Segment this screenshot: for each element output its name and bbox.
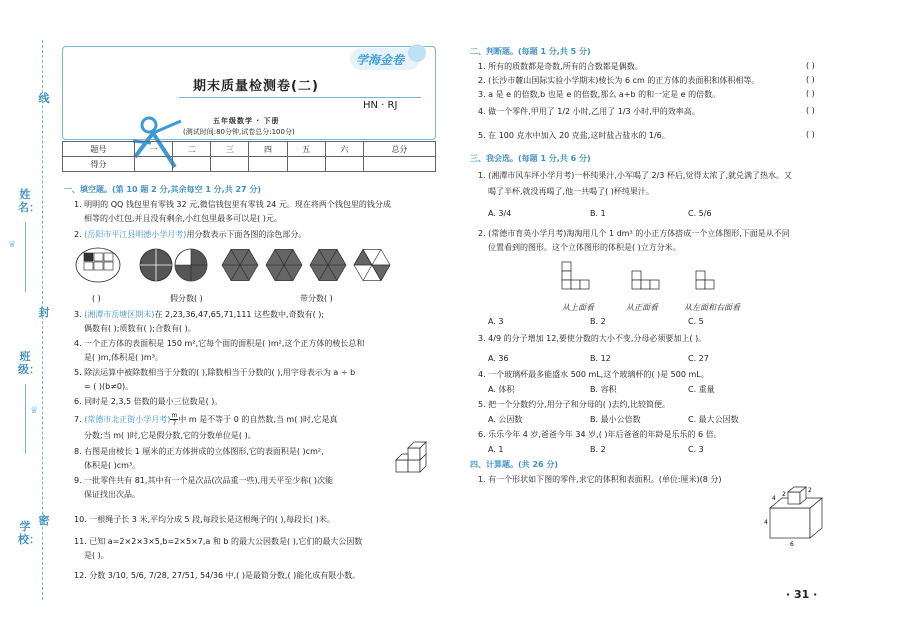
question-text: 2. (岳阳市平江县明德小学月考)用分数表示下面各图的涂色部分。 [74, 230, 307, 239]
crown-icon: ♛ [8, 240, 17, 250]
binding-seal2-label: 密 [38, 514, 50, 527]
fraction: $\frac{m}{7}$ [171, 412, 178, 427]
question-text: 3. (湘潭市岳塘区期末)在 2,23,36,47,65,71,111 这些数中,奇数有( ); [74, 310, 325, 319]
question-text: 4. 一个正方体的表面积是 150 m²,它每个面的面积是( )m²,这个正方体的棱长总和 [74, 339, 365, 348]
question-text: 是( )m,体积是( )m³。 [84, 353, 163, 362]
sun-icon [408, 44, 426, 62]
name-field-line [25, 222, 26, 292]
answer-blank[interactable]: ( ) [806, 75, 815, 84]
grade-label: 五年级数学 · 下册 [213, 117, 280, 125]
question-text: 6. 乐乐今年 4 岁,爸爸今年 34 岁,( )年后爸爸的年龄是乐乐的 6 倍。 [478, 430, 722, 439]
section2-title: 二、判断题。(每题 1 分,共 5 分) [470, 47, 591, 56]
judge-item: 1. 所有的质数都是奇数,所有的合数都是偶数。 [478, 62, 643, 71]
section4-title: 四、计算题。(共 26 分) [470, 460, 559, 469]
view-figures [556, 258, 756, 302]
question-body: 用分数表示下面各图的涂色部分。 [186, 230, 307, 239]
view-label: 从正面看 [626, 303, 658, 312]
question-text: 体积是( )cm³。 [84, 461, 141, 470]
answer-blank[interactable]: 带分数( ) [300, 294, 333, 303]
choice-option[interactable]: A. 36 [488, 354, 509, 363]
dimension-label: 6 [790, 541, 794, 548]
score-cell: 一 [135, 142, 173, 157]
question-body: 中 m 是不等于 0 的自然数,当 m( )时,它是真 [178, 415, 338, 424]
score-input-cell[interactable] [363, 157, 435, 172]
school-field-label: 学校： [18, 520, 40, 546]
class-field-line [25, 384, 26, 454]
exam-title: 期末质量检测卷(二) [193, 79, 319, 94]
choice-option[interactable]: C. 5/6 [688, 209, 712, 218]
section1-title: 一、填空题。(第 10 题 2 分,其余每空 1 分,共 27 分) [64, 185, 262, 194]
page-number: · 31 · [786, 588, 818, 601]
brand-logo [350, 44, 428, 74]
question-text: 4. 一个玻璃杯最多能盛水 500 mL,这个玻璃杯的( )是 500 mL。 [478, 370, 709, 379]
question-source: (常德市北正街小学月考) [84, 415, 171, 424]
question-text: 1. 有一个形状如下图的零件,求它的体积和表面积。(单位:厘米)(8 分) [478, 475, 722, 484]
score-header-row [63, 142, 436, 157]
logo-text: 学海金卷 [356, 53, 405, 67]
question-body: 在 2,23,36,47,65,71,111 这些数中,奇数有( ); [154, 310, 325, 319]
score-cell: 总分 [363, 142, 435, 157]
score-input-row [63, 157, 436, 172]
question-text: 分数;当 m( )时,它是假分数,它的分数单位是( )。 [84, 431, 256, 440]
score-cell: 三 [211, 142, 249, 157]
dimension-label: 4 [764, 519, 768, 526]
binding-seal-label: 封 [38, 306, 50, 319]
choice-option[interactable]: A. 公因数 [488, 415, 523, 424]
question-text: 喝了半杯,就没再喝了,他一共喝了( )杯纯果汁。 [488, 187, 654, 196]
fraction-figures [74, 245, 424, 293]
question-text: 7. (常德市北正街小学月考) $\frac{m}{7}$ 中 m 是不等于 0 的自然数,当 m( )时,它是真 [74, 412, 338, 427]
choice-option[interactable]: C. 5 [688, 317, 704, 326]
choice-option[interactable]: C. 3 [688, 445, 704, 454]
choice-option[interactable]: B. 最小公倍数 [590, 415, 641, 424]
question-text: = ( )(b≠0)。 [84, 382, 134, 391]
binding-margin [0, 0, 52, 632]
answer-blank[interactable]: ( ) [92, 294, 101, 303]
choice-option[interactable]: A. 3 [488, 317, 504, 326]
dimension-label: 2 [808, 487, 812, 494]
dimension-label: 4 [772, 495, 776, 502]
question-text: 6. 同时是 2,3,5 倍数的最小三位数是( )。 [74, 397, 223, 406]
choice-option[interactable]: C. 重量 [688, 385, 715, 394]
choice-option[interactable]: C. 最大公因数 [688, 415, 739, 424]
score-input-cell[interactable] [325, 157, 363, 172]
judge-item: 3. a 是 e 的倍数,b 也是 e 的倍数,那么 a+b 的和一定是 e 的倍数。 [478, 90, 721, 99]
score-input-cell[interactable] [249, 157, 287, 172]
answer-blank[interactable]: 假分数( ) [170, 294, 203, 303]
score-input-cell[interactable] [211, 157, 249, 172]
answer-blank[interactable]: ( ) [806, 89, 815, 98]
answer-blank[interactable]: ( ) [806, 61, 815, 70]
choice-option[interactable]: B. 容积 [590, 385, 617, 394]
question-text: 9. 一批零件共有 81,其中有一个是次品(次品重一些),用天平至少称( )次能 [74, 476, 334, 485]
score-table [62, 141, 436, 172]
name-field-label: 姓名： [18, 188, 40, 214]
question-text: 1. 明明的 QQ 钱包里有零钱 32 元,微信钱包里有零钱 24 元。现在将两个钱包里的钱分成 [74, 200, 391, 209]
score-cell: 四 [249, 142, 287, 157]
question-text: 位置看到的图形。这个立体图形的体积是( )立方分米。 [488, 243, 681, 252]
judge-item: 5. 在 100 克水中加入 20 克盐,这时盐占盐水的 1/6。 [478, 131, 670, 140]
score-input-cell[interactable] [287, 157, 325, 172]
binding-line-label: 线 [38, 92, 50, 105]
question-text: 相等的小红包,并且没有剩余,小红包里最多可以是( )元。 [84, 214, 282, 223]
judge-item: 4. 做一个零件,甲用了 1/2 小时,乙用了 1/3 小时,甲的效率高。 [478, 107, 700, 116]
question-text: 5. 除法运算中被除数相当于分数的( ),除数相当于分数的( ),用字母表示为 a ÷ b [74, 368, 356, 377]
question-source: (湘潭市岳塘区期末) [84, 310, 155, 319]
time-info: (测试时间:80分钟,试卷总分:100分) [183, 128, 295, 136]
answer-blank[interactable]: ( ) [806, 130, 815, 139]
choice-option[interactable]: A. 1 [488, 445, 504, 454]
judge-item: 2. (长沙市麓山国际实验小学期末)棱长为 6 cm 的正方体的表面积和体积相等。 [478, 76, 760, 85]
question-text: 8. 右图是由棱长 1 厘米的正方体拼成的立体图形,它的表面积是( )cm², [74, 447, 324, 456]
choice-option[interactable]: B. 1 [590, 209, 606, 218]
title-rule [179, 97, 421, 98]
choice-option[interactable]: B. 2 [590, 317, 606, 326]
score-input-cell[interactable] [173, 157, 211, 172]
question-text: 2. (常德市育英小学月考)淘淘用几个 1 dm³ 的小正方体搭成一个立体图形,下面是从不同 [478, 229, 790, 238]
score-cell: 六 [325, 142, 363, 157]
question-text: 3. 4/9 的分子增加 12,要使分数的大小不变,分母必须要加上( )。 [478, 334, 707, 343]
question-text: 10. 一根绳子长 3 米,平均分成 5 段,每段长是这根绳子的( ),每段长( )米。 [74, 515, 335, 524]
view-label: 从上面看 [562, 303, 594, 312]
question-text: 是( )。 [84, 551, 109, 560]
cube-stack-figure [394, 440, 434, 478]
score-input-cell[interactable] [135, 157, 173, 172]
section3-title: 三、我会选。(每题 1 分,共 6 分) [470, 154, 591, 163]
score-cell: 五 [287, 142, 325, 157]
question-text: 保证找出次品。 [84, 490, 140, 499]
edition-label: HN · RJ [363, 100, 398, 111]
question-text: 12. 分数 3/10, 5/6, 7/28, 27/51, 54/36 中,( )是最简分数,( )能化成有限小数。 [74, 571, 361, 580]
choice-option[interactable]: B. 12 [590, 354, 611, 363]
question-text: 1. (湘潭市风车坪小学月考)一杯纯果汁,小军喝了 2/3 杯后,觉得太浓了,就兑满了热水。又 [478, 171, 793, 180]
question-text: 5. 把一个分数约分,用分子和分母的( )去约,比较简便。 [478, 400, 671, 409]
choice-option[interactable]: A. 体积 [488, 385, 515, 394]
crown-icon: ♛ [30, 406, 39, 416]
block-part-figure [764, 484, 834, 550]
score-label-cell: 得分 [63, 157, 135, 172]
score-cell: 题号 [63, 142, 135, 157]
choice-option[interactable]: C. 27 [688, 354, 709, 363]
choice-option[interactable]: B. 2 [590, 445, 606, 454]
score-cell: 二 [173, 142, 211, 157]
answer-blank[interactable]: ( ) [806, 106, 815, 115]
choice-option[interactable]: A. 3/4 [488, 209, 512, 218]
dimension-label: 2 [782, 491, 786, 498]
class-field-label: 班级： [18, 350, 40, 376]
question-source: (岳阳市平江县明德小学月考) [84, 230, 187, 239]
view-label: 从左面和右面看 [684, 303, 740, 312]
question-text: 11. 已知 a=2×2×3×5,b=2×5×7,a 和 b 的最大公因数是( ),它们的最大公因数 [74, 537, 363, 546]
question-text: 偶数有( );质数有( );合数有( )。 [84, 324, 196, 333]
